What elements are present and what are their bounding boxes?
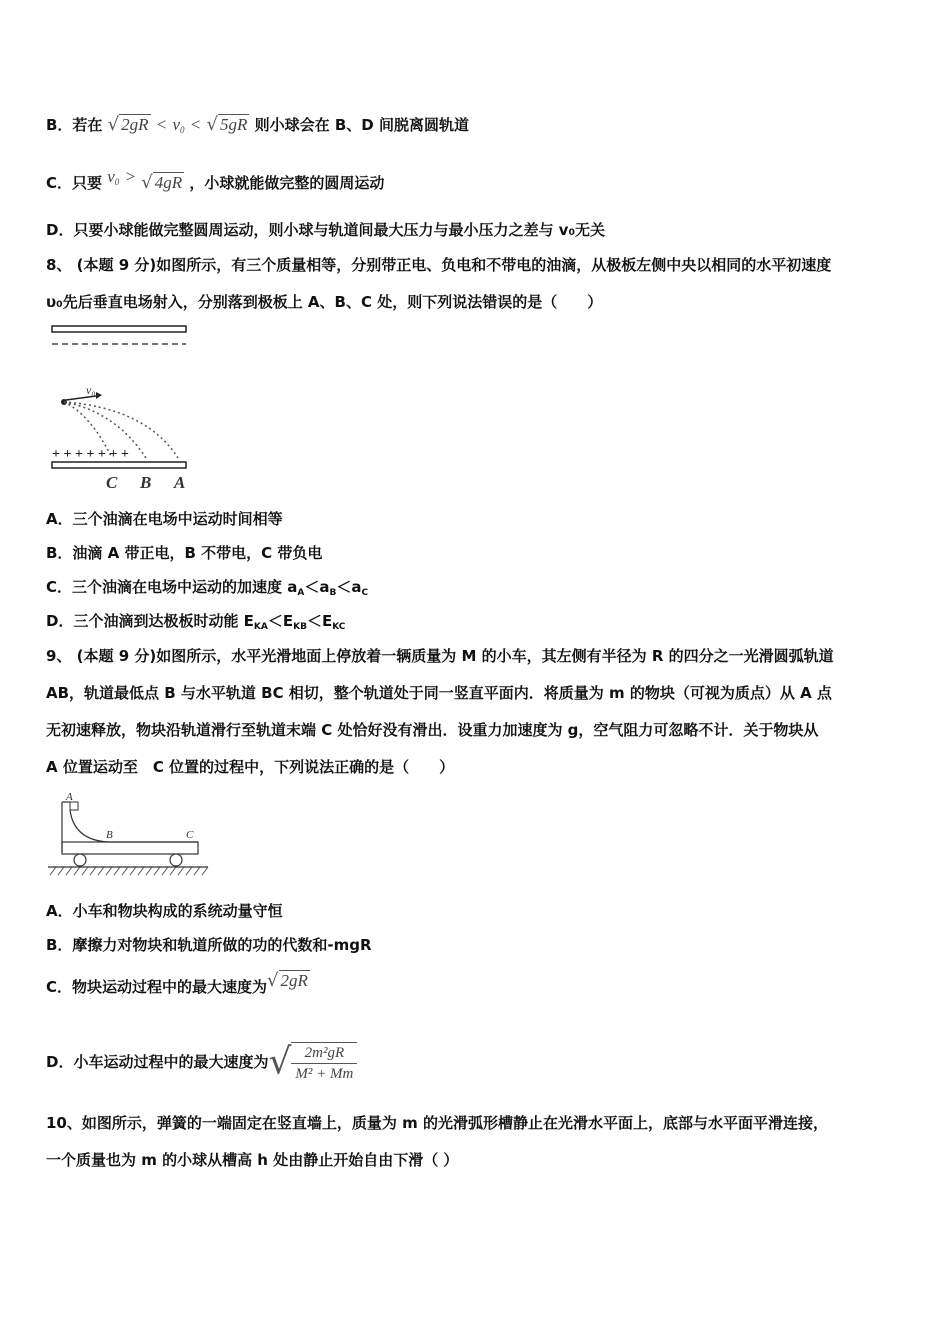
fraction-numerator: 2m²gR [291,1043,357,1064]
option-b [46,114,469,140]
option-c-label: C．只要 [46,174,103,192]
sqrt-sign: √ [268,1041,292,1083]
sub-ka: KA [253,622,268,632]
q8-option-c [46,577,368,603]
q8-line2: υ₀先后垂直电场射入，分别落到极板上 A、B、C 处，则下列说法错误的是（ ） [46,293,603,311]
wheel-left [74,854,86,866]
q8-option-d [46,611,345,637]
fraction-denominator: M² + Mm [295,1065,354,1082]
q8-option-c-text: C．三个油滴在电场中运动的加速度 a [46,578,298,596]
v0-sub: 0 [180,125,185,135]
label-b: B [140,473,152,492]
q10-line2: 一个质量也为 m 的小球从槽高 h 处由静止开始自由下滑（ ） [46,1151,459,1169]
v0-v: v [172,115,181,134]
v0-symbol [173,115,185,134]
q8-option-b: B．油滴 A 带正电，B 不带电，C 带负电 [46,544,323,562]
sqrt-sign: √ [267,970,279,991]
q9-option-d-text: D．小车运动过程中的最大速度为 [46,1053,269,1071]
lt-ka-kb: ＜E [267,612,294,630]
q9-line2: AB，轨道最低点 B 与水平轨道 BC 相切，整个轨道处于同一竖直平面内．将质量为 m 的物块（可视为质点）从 A 点 [46,684,832,702]
greater-than: > [124,167,137,186]
arc-track [70,810,108,842]
sqrt-sign: √ [206,114,218,135]
option-d: D．只要小球能做完整圆周运动，则小球与轨道间最大压力与最小压力之差与 v₀无关 [46,221,606,239]
lt-kb-kc: ＜E [306,612,333,630]
q9-option-b: B．摩擦力对物块和轨道所做的功的代数和-mgR [46,936,372,954]
v0-sub: 0 [114,177,120,187]
math-2gR: 2gR [121,115,149,134]
q9-figure [46,788,211,880]
block-m [70,802,78,810]
q9-option-c-text: C．物块运动过程中的最大速度为 [46,978,268,996]
wheel-right [170,854,182,866]
sqrt-sign: √ [107,114,120,135]
sub-kc: KC [332,622,346,632]
cart-body [62,842,198,854]
label-a: A [174,473,186,492]
v0-symbol [107,167,119,186]
math-4gR: 4gR [154,173,183,192]
label-b: B [106,829,113,841]
sub-a: A [297,588,305,598]
label-c: C [186,829,194,841]
sqrt-sign: √ [141,172,153,193]
velocity-arrowhead [96,392,102,399]
q8-line1: 8、 (本题 9 分)如图所示，有三个质量相等，分别带正电、负电和不带电的油滴，从极板左侧中央以相同的水平初速度 [46,256,832,274]
q8-option-a: A．三个油滴在电场中运动时间相等 [46,510,283,528]
lower-plate [52,462,186,468]
label-a: A [66,791,73,803]
lt-a-b: ＜a [304,578,330,596]
less-than-2: < [189,115,202,134]
ground-hatch [50,867,208,875]
plus-charges: + + + + + + + [52,447,129,462]
fraction [291,1042,357,1084]
sub-b: B [329,588,337,598]
q9-option-a: A．小车和物块构成的系统动量守恒 [46,902,283,920]
option-b-tail: 则小球会在 B、D 间脱离圆轨道 [254,116,469,134]
v0-v: v [107,167,115,186]
option-b-label: B．若在 [46,116,103,134]
sub-kb: KB [293,622,307,632]
label-c: C [106,473,118,492]
v0-label: v₀ [86,383,96,397]
lt-b-c: ＜a [336,578,362,596]
option-c-tail: ，小球就能做完整的圆周运动 [189,174,385,192]
sub-c: C [361,588,369,598]
q9-line3: 无初速释放，物块沿轨道滑行至轨道末端 C 处恰好没有滑出．设重力加速度为 g，空气阻力可忽略不计．关于物块从 [46,721,819,739]
q9-option-c [46,970,310,997]
q10-line1: 10、如图所示，弹簧的一端固定在竖直墙上，质量为 m 的光滑弧形槽静止在光滑水平面上，底部与水平面平滑连接， [46,1114,828,1132]
option-c [46,167,385,198]
math-5gR: 5gR [219,115,248,134]
q8-option-d-text: D．三个油滴到达极板时动能 E [46,612,254,630]
q9-line4: A 位置运动至 C 位置的过程中，下列说法正确的是（ ） [46,758,455,776]
upper-plate [52,326,186,332]
q9-line1: 9、 (本题 9 分)如图所示，水平光滑地面上停放着一辆质量为 M 的小车，其左侧有半径为 R 的四分之一光滑圆弧轨道 [46,647,834,665]
q8-figure [46,320,196,495]
q9-option-d [46,1040,357,1084]
less-than: < [155,115,168,134]
math-2gR: 2gR [280,971,308,990]
